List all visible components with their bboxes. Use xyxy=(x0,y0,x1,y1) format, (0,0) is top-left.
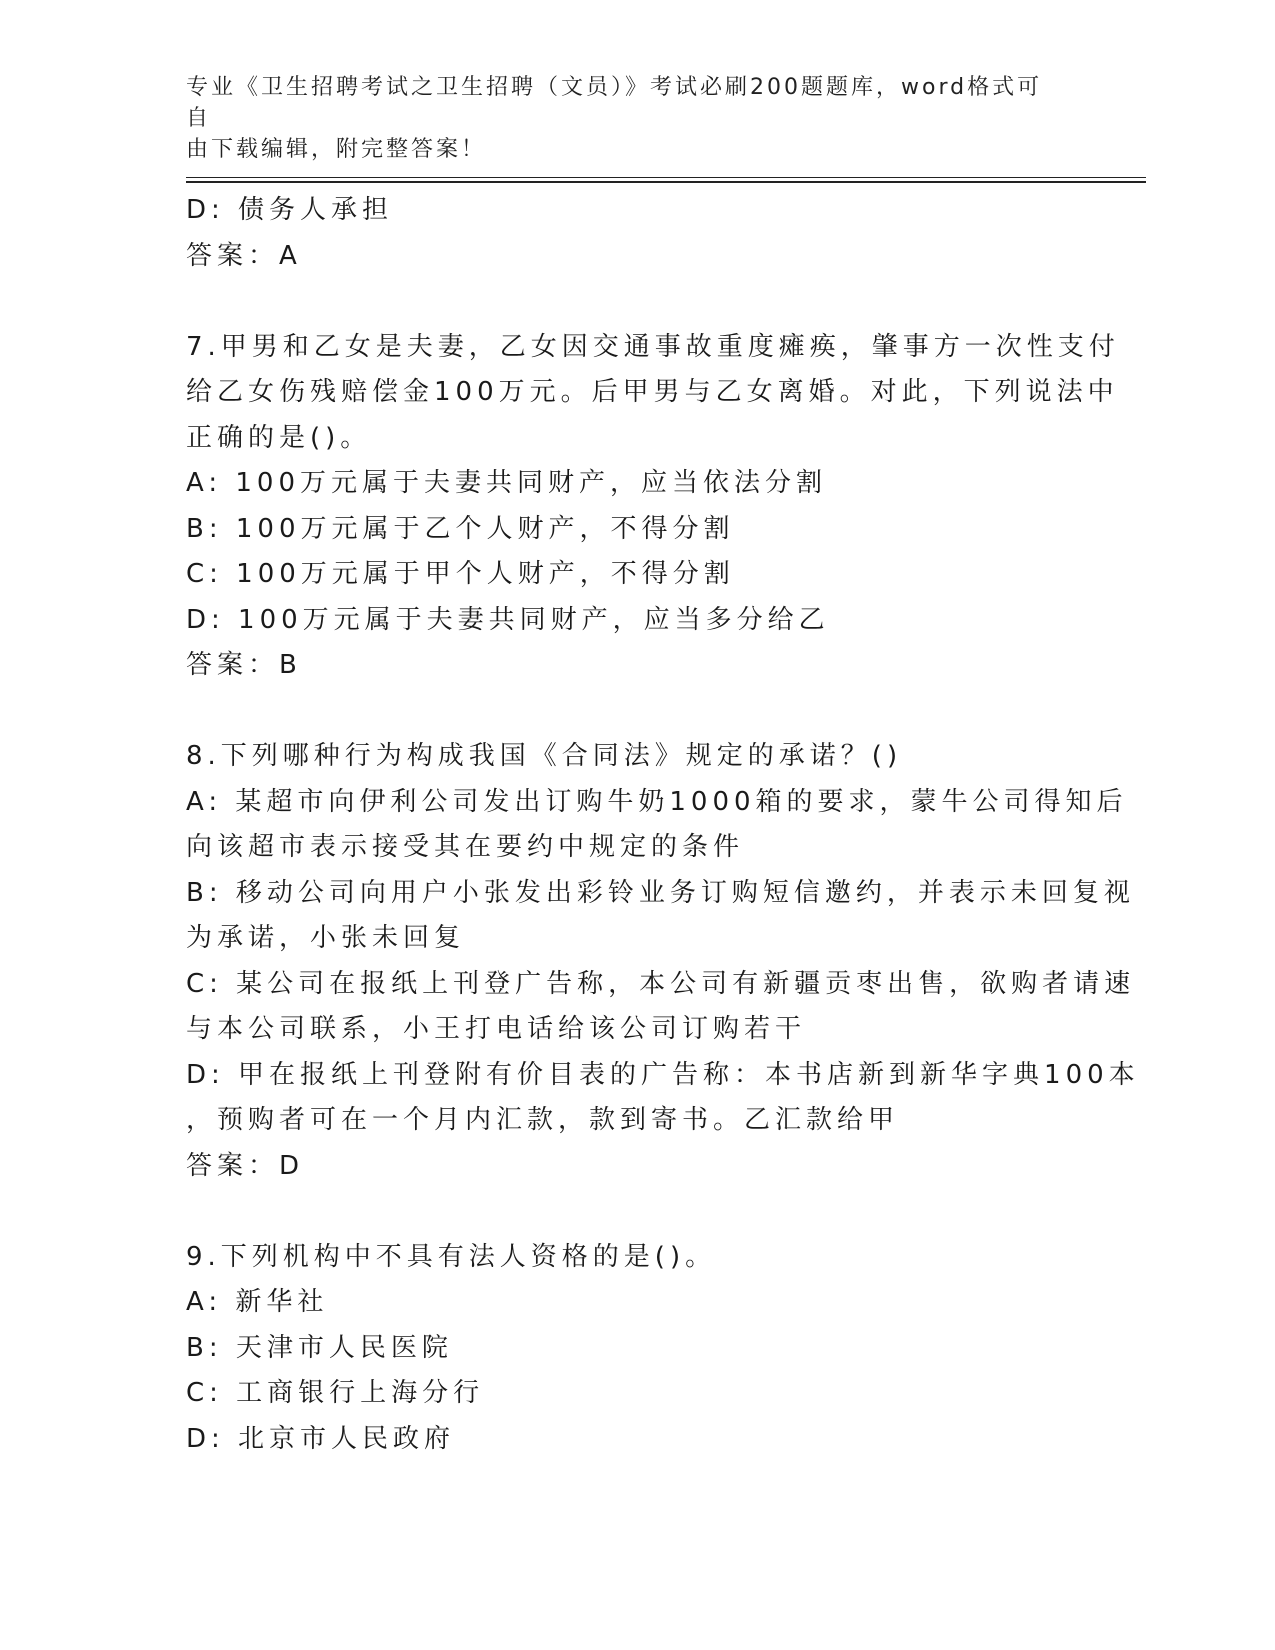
question-9 xyxy=(186,1235,1086,1463)
option-d: D: 北京市人民政府 xyxy=(186,1423,456,1454)
spacer xyxy=(186,1189,1086,1235)
option-b-continued: 为承诺，小张未回复 xyxy=(186,923,466,953)
option-d: D: 债务人承担 xyxy=(186,195,394,225)
question-stem: 正确的是()。 xyxy=(186,422,372,453)
option-a: A: 新华社 xyxy=(186,1287,329,1317)
option-a-continued: 向该超市表示接受其在要约中规定的条件 xyxy=(186,832,745,862)
answer: 答案：A xyxy=(186,240,302,271)
question-stem: 给乙女伤残赔偿金100万元。后甲男与乙女离婚。对此，下列说法中 xyxy=(186,377,1119,407)
page-header xyxy=(186,72,1066,165)
option-a: A: 某超市向伊利公司发出订购牛奶1000箱的要求，蒙牛公司得知后 xyxy=(186,786,1128,817)
option-d: D: 100万元属于夫妻共同财产，应当多分给乙 xyxy=(186,604,830,635)
question-7 xyxy=(186,325,1120,689)
header-line-1: 专业《卫生招聘考试之卫生招聘（文员）》考试必刷200题题库，word格式可自 xyxy=(186,75,1043,131)
header-divider-thick xyxy=(186,181,1146,183)
option-b: B: 天津市人民医院 xyxy=(186,1332,453,1363)
question-stem: 7.甲男和乙女是夫妻，乙女因交通事故重度瘫痪，肇事方一次性支付 xyxy=(186,331,1120,362)
question-content xyxy=(186,188,1140,1462)
option-b: B: 100万元属于乙个人财产，不得分割 xyxy=(186,513,735,544)
option-d-continued: ，预购者可在一个月内汇款，款到寄书。乙汇款给甲 xyxy=(186,1105,900,1135)
option-c-continued: 与本公司联系，小王打电话给该公司订购若干 xyxy=(186,1014,807,1044)
spacer xyxy=(186,689,1086,735)
previous-question-tail xyxy=(186,188,1086,279)
answer: 答案：B xyxy=(186,650,302,680)
question-stem: 8.下列哪种行为构成我国《合同法》规定的承诺？() xyxy=(186,741,903,771)
question-stem: 9.下列机构中不具有法人资格的是()。 xyxy=(186,1241,717,1272)
question-8 xyxy=(186,734,1140,1189)
option-d: D: 甲在报纸上刊登附有价目表的广告称：本书店新到新华字典100本 xyxy=(186,1059,1140,1090)
option-c: C: 某公司在报纸上刊登广告称，本公司有新疆贡枣出售，欲购者请速 xyxy=(186,968,1136,999)
answer: 答案：D xyxy=(186,1150,305,1181)
option-c: C: 工商银行上海分行 xyxy=(186,1378,485,1408)
header-line-2: 由下载编辑，附完整答案！ xyxy=(186,137,487,162)
option-b: B: 移动公司向用户小张发出彩铃业务订购短信邀约，并表示未回复视 xyxy=(186,877,1135,908)
option-a: A: 100万元属于夫妻共同财产，应当依法分割 xyxy=(186,468,827,498)
option-c: C: 100万元属于甲个人财产，不得分割 xyxy=(186,559,735,589)
header-divider-thin xyxy=(186,177,1146,178)
spacer xyxy=(186,279,1086,325)
